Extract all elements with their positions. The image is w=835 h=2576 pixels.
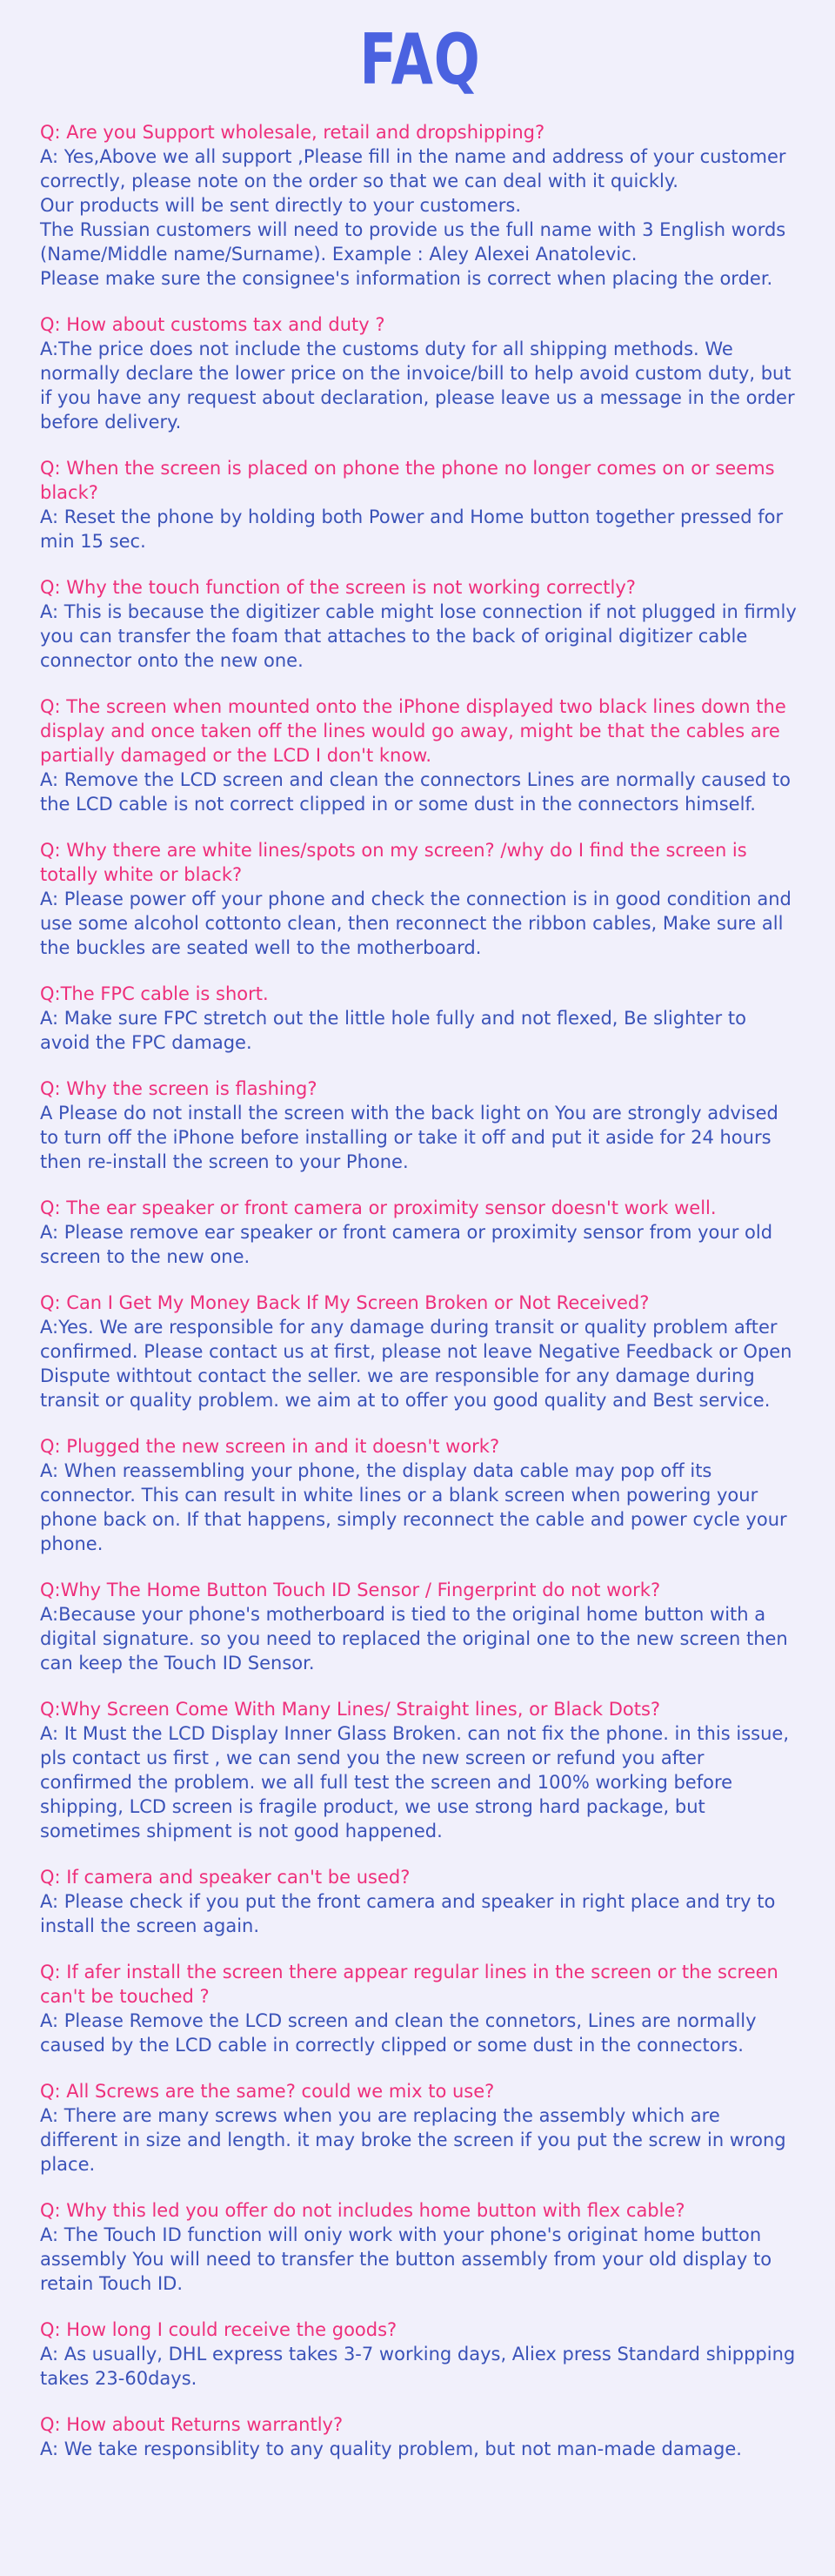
faq-question: Q: Why this led you offer do not includes home button with flex cable? [40,2200,685,2221]
faq-item [40,312,800,434]
faq-item [40,1865,800,1938]
faq-question: Q: The screen when mounted onto the iPhone displayed two black lines down the display and once taken off the lines would go away, might be that the cables are partially damaged or the LCD I don't know. [40,696,786,766]
faq-item [40,2198,800,2296]
faq-answer: A: Yes,Above we all support ,Please fill in the name and address of your customer correctly, please note on the order so that we can deal with it quickly. Our products will be sent directly to your customers. The Russian customers will need to provide us the full name with 3 English words (Name/Middle name/Surname). Example : Aley Alexei Anatolevic. Please make sure the consignee's information is correct when placing the order. [40,146,786,289]
faq-question: Q: How about Returns warrantly? [40,2414,344,2435]
faq-question: Q: When the screen is placed on phone the phone no longer comes on or seems black? [40,458,775,503]
faq-item [40,456,800,553]
faq-question: Q: All Screws are the same? could we mix to use? [40,2081,495,2102]
faq-question: Q: If camera and speaker can't be used? [40,1867,411,1888]
page-title: FAQ [359,19,481,100]
faq-answer: A: There are many screws when you are replacing the assembly which are different in size and length. it may broke the screen if you put the screw in wrong place. [40,2105,786,2175]
faq-question: Q:Why Screen Come With Many Lines/ Straight lines, or Black Dots? [40,1699,661,1720]
faq-question: Q: Plugged the new screen in and it doesn't work? [40,1436,500,1457]
faq-question: Q: If afer install the screen there appear regular lines in the screen or the screen can't be touched ? [40,1962,778,2007]
faq-item [40,2079,800,2177]
faq-item [40,982,800,1055]
faq-list [40,120,800,2461]
faq-item [40,1578,800,1675]
faq-item [40,120,800,291]
faq-answer: A: Please remove ear speaker or front camera or proximity sensor from your old screen to the new one. [40,1222,773,1267]
faq-item [40,1697,800,1843]
faq-item [40,1291,800,1412]
faq-answer: A: Please power off your phone and check the connection is in good condition and use some alcohol cottonto clean, then reconnect the ribbon cables, Make sure all the buckles are seated well to the motherboard. [40,889,792,958]
faq-answer: A: This is because the digitizer cable might lose connection if not plugged in firmly you can transfer the foam that attaches to the back of original digitizer cable connector onto the new one. [40,601,797,671]
faq-answer: A: When reassembling your phone, the display data cable may pop off its connector. This can result in white lines or a blank screen when powering your phone back on. If that happens, simply reconnect the cable and power cycle your phone. [40,1460,787,1554]
faq-answer: A: We take responsiblity to any quality problem, but not man-made damage. [40,2438,742,2459]
faq-question: Q:The FPC cable is short. [40,983,269,1004]
faq-answer: A:Yes. We are responsible for any damage during transit or quality problem after confirmed. Please contact us at first, please not leave Negative Feedback or Open Dispute withtout contact the seller. we are responsible for any damage during transit or quality problem. we aim at to offer you good quality and Best service. [40,1317,792,1411]
faq-item [40,1960,800,2057]
faq-question: Q: Why the touch function of the screen is not working correctly? [40,577,636,598]
faq-question: Q: Why there are white lines/spots on my screen? /why do I find the screen is totally white or black? [40,840,747,885]
faq-item [40,694,800,816]
faq-item [40,2318,800,2391]
faq-item [40,2412,800,2461]
faq-answer: A Please do not install the screen with the back light on You are strongly advised to turn off the iPhone before installing or take it off and put it aside for 24 hours then re-install the screen to your Phone. [40,1103,778,1172]
faq-answer: A: Please Remove the LCD screen and clean the connetors, Lines are normally caused by the LCD cable in correctly clipped or some dust in the connectors. [40,2010,757,2056]
faq-answer: A:The price does not include the customs duty for all shipping methods. We normally declare the lower price on the invoice/bill to help avoid custom duty, but if you have any request about declaration, please leave us a message in the order before delivery. [40,339,795,433]
faq-item [40,1434,800,1556]
faq-answer: A: Remove the LCD screen and clean the connectors Lines are normally caused to the LCD cable is not correct clipped in or some dust in the connectors himself. [40,769,791,815]
faq-question: Q: How long I could receive the goods? [40,2319,397,2340]
faq-question: Q:Why The Home Button Touch ID Sensor / Fingerprint do not work? [40,1580,661,1600]
faq-item [40,1196,800,1269]
faq-question: Q: Why the screen is flashing? [40,1078,317,1099]
faq-answer: A: It Must the LCD Display Inner Glass Broken. can not fix the phone. in this issue, pls contact us first , we can send you the new screen or refund you after confirmed the problem. we all full test the screen and 100% working before shipping, LCD screen is fragile product, we use strong hard package, but sometimes shipment is not good happened. [40,1723,789,1841]
faq-answer: A: Make sure FPC stretch out the little hole fully and not flexed, Be slighter to avoid the FPC damage. [40,1008,746,1053]
faq-item [40,838,800,960]
faq-item [40,1077,800,1174]
faq-question: Q: Are you Support wholesale, retail and dropshipping? [40,122,545,143]
faq-answer: A: Please check if you put the front camera and speaker in right place and try to install the screen again. [40,1891,776,1936]
faq-answer: A: Reset the phone by holding both Power and Home button together pressed for min 15 sec. [40,506,784,552]
faq-item [40,575,800,673]
faq-answer: A: The Touch ID function will oniy work with your phone's originat home button assembly You will need to transfer the button assembly from your old display to retain Touch ID. [40,2224,772,2294]
faq-question: Q: How about customs tax and duty ? [40,314,385,335]
faq-question: Q: The ear speaker or front camera or proximity sensor doesn't work well. [40,1197,717,1218]
faq-answer: A: As usually, DHL express takes 3-7 working days, Aliex press Standard shippping takes 23-60days. [40,2344,796,2389]
faq-question: Q: Can I Get My Money Back If My Screen Broken or Not Received? [40,1292,650,1313]
faq-answer: A:Because your phone's motherboard is tied to the original home button with a digital signature. so you need to replaced the original one to the new screen then can keep the Touch ID Sensor. [40,1604,788,1674]
